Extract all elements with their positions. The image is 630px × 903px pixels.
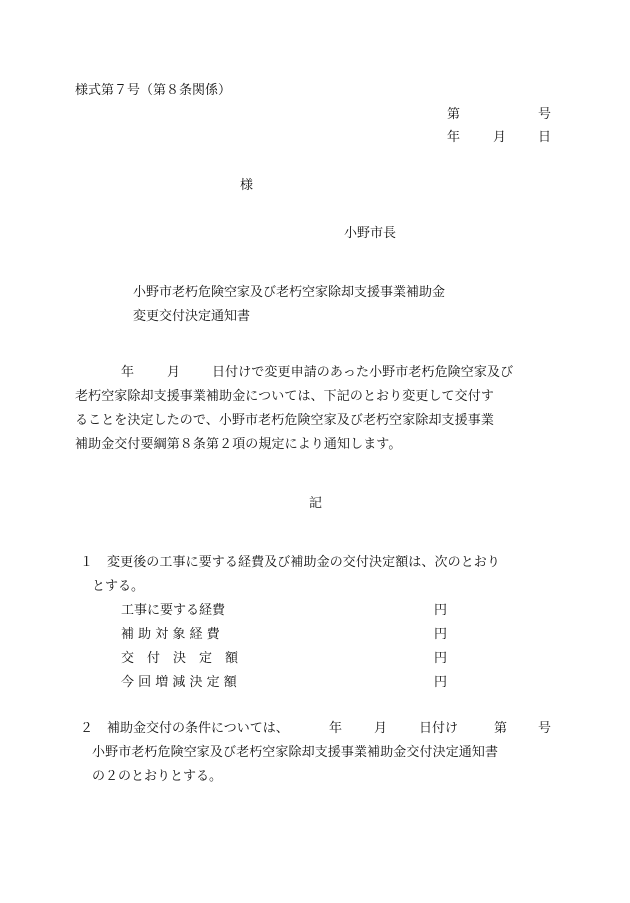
item2-text-a: 補助金交付の条件については、 [107, 721, 289, 736]
addressee-honorific: 様 [240, 178, 254, 193]
body-line4: 補助金交付要綱第８条第２項の規定により通知します。 [75, 437, 402, 452]
item2-year: 年 [329, 721, 343, 736]
document-title-line2: 変更交付決定通知書 [133, 309, 251, 324]
date-day: 日 [538, 130, 552, 145]
issuer-name: 小野市長 [344, 226, 397, 241]
change-decision-row-label: 今 回 増 減 決 定 額 [121, 675, 237, 690]
body-line3: ることを決定したので、小野市老朽危険空家及び老朽空家除却支援事業 [75, 413, 494, 428]
item1-text-line1: 変更後の工事に要する経費及び補助金の交付決定額は、次のとおり [107, 555, 501, 570]
grant-decision-row-unit: 円 [434, 651, 448, 666]
date-year: 年 [447, 130, 461, 145]
document-title-line1: 小野市老朽危険空家及び老朽空家除却支援事業補助金 [133, 285, 446, 300]
ki-heading: 記 [309, 496, 323, 511]
item2-number-suffix: 号 [538, 721, 552, 736]
date-month: 月 [493, 130, 507, 145]
body-month: 月 [167, 365, 181, 380]
item2-number: ２ [80, 721, 94, 736]
form-number: 様式第７号（第８条関係） [75, 83, 232, 98]
item2-month: 月 [374, 721, 388, 736]
item2-number-prefix: 第 [494, 721, 508, 736]
body-year: 年 [121, 365, 135, 380]
change-decision-row-unit: 円 [434, 675, 448, 690]
eligible-cost-row-label: 補 助 対 象 経 費 [121, 627, 220, 642]
eligible-cost-row-unit: 円 [434, 627, 448, 642]
item2-text-line3: の２のとおりとする。 [92, 769, 223, 784]
body-line1: 日付けで変更申請のあった小野市老朽危険空家及び [212, 365, 514, 380]
grant-decision-row-label: 交 付 決 定 額 [121, 651, 239, 666]
item1-text-line2: とする。 [92, 579, 145, 594]
document-number-prefix: 第 [447, 107, 461, 122]
item2-date-text: 日付け [419, 721, 459, 736]
item2-text-line2: 小野市老朽危険空家及び老朽空家除却支援事業補助金交付決定通知書 [92, 745, 499, 760]
cost-row-unit: 円 [434, 603, 448, 618]
item1-number: １ [80, 555, 94, 570]
body-line2: 老朽空家除却支援事業補助金については、下記のとおり変更して交付す [75, 389, 494, 404]
document-number-suffix: 号 [538, 107, 552, 122]
cost-row-label: 工事に要する経費 [121, 603, 226, 618]
